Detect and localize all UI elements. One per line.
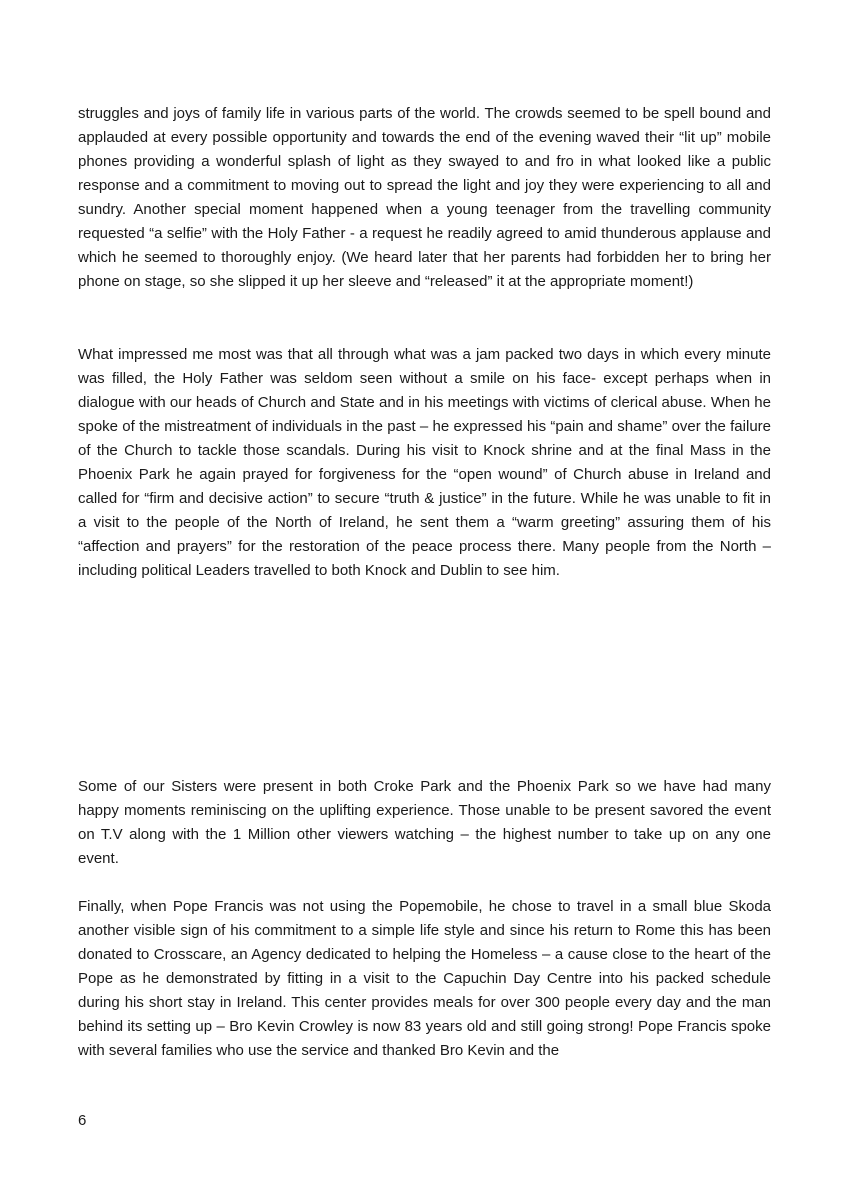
paragraph-sisters: Some of our Sisters were present in both Croke Park and the Phoenix Park so we have had many happy moments reminiscing on the uplifting experience. Those unable to be present savored the event on T.V along with the 1 Million other viewers watching – the highest number to take up on any one event. bbox=[78, 778, 771, 867]
paragraph-family-life: struggles and joys of family life in various parts of the world. The crowds seemed to be spell bound and applauded at every possible opportunity and towards the end of the evening waved their “lit up” mobile phones providing a wonderful splash of light as they swayed to and fro in what looked like a public response and a commitment to moving out to spread the light and joy they were experiencing to all and sundry. Another special moment happened when a young teenager from the travelling community requested “a selfie” with the Holy Father - a request he readily agreed to amid thunderous applause and which he seemed to thoroughly enjoy. (We heard later that her parents had forbidden her to bring her phone on stage, so she slipped it up her sleeve and “released” it at the appropriate moment!) bbox=[78, 105, 771, 290]
paragraph-impressions: What impressed me most was that all through what was a jam packed two days in which every minute was filled, the Holy Father was seldom seen without a smile on his face- except perhaps when in dialogue with our heads of Church and State and in his meetings with victims of clerical abuse. When he spoke of the mistreatment of individuals in the past – he expressed his “pain and shame” over the failure of the Church to tackle those scandals. During his visit to Knock shrine and at the final Mass in the Phoenix Park he again prayed for forgiveness for the “open wound” of Church abuse in Ireland and called for “firm and decisive action” to secure “truth & justice” in the future. While he was unable to fit in a visit to the people of the North of Ireland, he sent them a “warm greeting” assuring them of his “affection and prayers” for the restoration of the peace process there. Many people from the North –including political Leaders travelled to both Knock and Dublin to see him. bbox=[78, 346, 771, 579]
page-number: 6 bbox=[78, 1112, 87, 1129]
paragraph-popemobile: Finally, when Pope Francis was not using the Popemobile, he chose to travel in a small blue Skoda another visible sign of his commitment to a simple life style and since his return to Rome this has been donated to Crosscare, an Agency dedicated to helping the Homeless – a cause close to the heart of the Pope as he demonstrated by fitting in a visit to the Capuchin Day Centre into his packed schedule during his short stay in Ireland. This center provides meals for over 300 people every day and the man behind its setting up – Bro Kevin Crowley is now 83 years old and still going strong! Pope Francis spoke with several families who use the service and thanked Bro Kevin and the bbox=[78, 898, 771, 1059]
